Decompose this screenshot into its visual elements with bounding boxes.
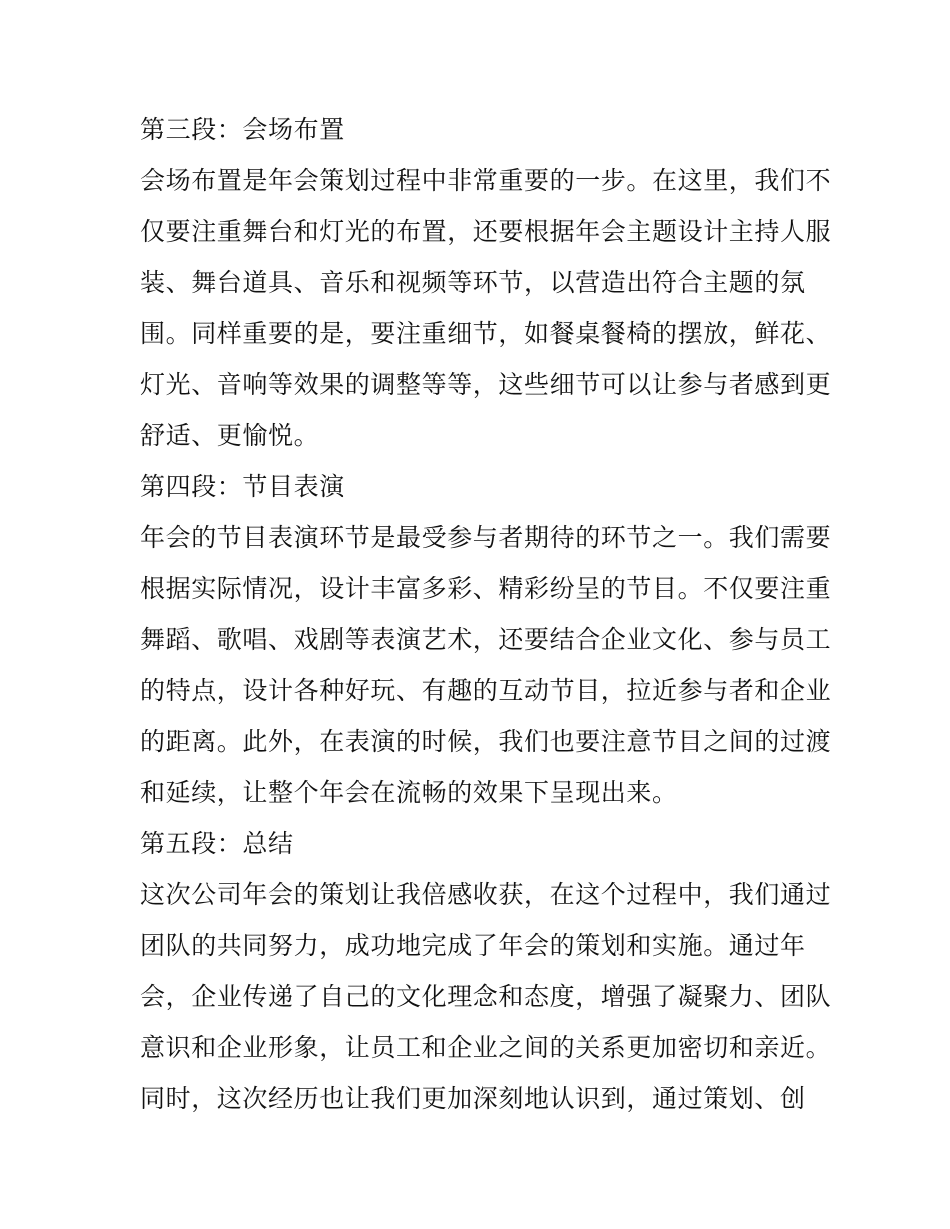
paragraph-line: 团队的共同努力，成功地完成了年会的策划和实施。通过年 [140,931,806,960]
paragraph-line: 的距离。此外，在表演的时候，我们也要注意节目之间的过渡 [140,727,832,756]
paragraph-line: 和延续，让整个年会在流畅的效果下呈现出来。 [140,778,678,807]
section-heading-4: 第四段：节目表演 [140,472,345,501]
section-heading-3: 第三段：会场布置 [140,115,345,144]
paragraph-line: 围。同样重要的是，要注重细节，如餐桌餐椅的摆放，鲜花、 [140,319,832,348]
section-heading-5: 第五段：总结 [140,829,294,858]
paragraph-line: 这次公司年会的策划让我倍感收获，在这个过程中，我们通过 [140,880,832,909]
paragraph-line: 装、舞台道具、音乐和视频等环节，以营造出符合主题的氛 [140,268,806,297]
paragraph-line: 舒适、更愉悦。 [140,421,320,450]
paragraph-line: 仅要注重舞台和灯光的布置，还要根据年会主题设计主持人服 [140,217,832,246]
document-body [140,104,832,1124]
paragraph-line: 年会的节目表演环节是最受参与者期待的环节之一。我们需要 [140,523,832,552]
paragraph-line: 同时，这次经历也让我们更加深刻地认识到，通过策划、创 [140,1084,806,1113]
paragraph-line: 根据实际情况，设计丰富多彩、精彩纷呈的节目。不仅要注重 [140,574,832,603]
paragraph-line: 会，企业传递了自己的文化理念和态度，增强了凝聚力、团队 [140,982,832,1011]
paragraph-line: 会场布置是年会策划过程中非常重要的一步。在这里，我们不 [140,166,832,195]
paragraph-line: 灯光、音响等效果的调整等等，这些细节可以让参与者感到更 [140,370,832,399]
paragraph-line: 舞蹈、歌唱、戏剧等表演艺术，还要结合企业文化、参与员工 [140,625,832,654]
paragraph-line: 的特点，设计各种好玩、有趣的互动节目，拉近参与者和企业 [140,676,832,705]
paragraph-line: 意识和企业形象，让员工和企业之间的关系更加密切和亲近。 [140,1033,832,1062]
